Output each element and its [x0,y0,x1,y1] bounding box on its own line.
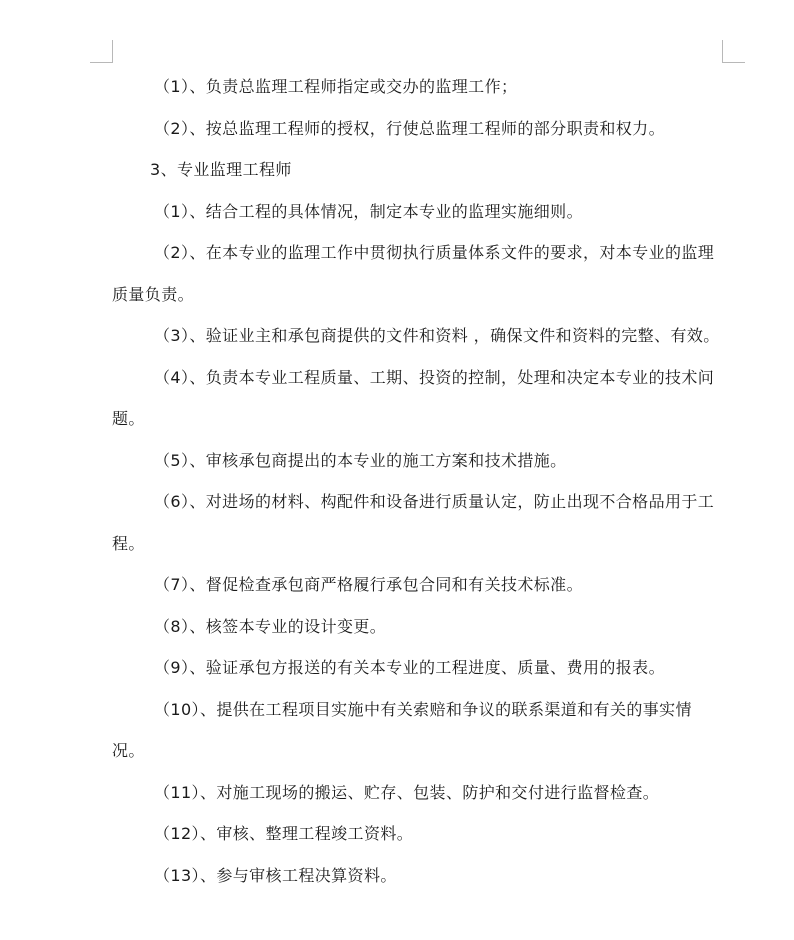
margin-corner-top-right [722,40,745,63]
paragraph: （5）、审核承包商提出的本专业的施工方案和技术措施。 [154,450,567,470]
document-body[interactable] [112,66,724,896]
paragraph: （1）、结合工程的具体情况，制定本专业的监理实施细则。 [154,201,583,221]
paragraph: （7）、督促检查承包商严格履行承包合同和有关技术标准。 [154,575,583,594]
paragraph: （10）、提供在工程项目实施中有关索赔和争议的联系渠道和有关的事实情况。 [112,699,692,760]
margin-corner-top-left [90,40,113,63]
paragraph: （12）、审核、整理工程竣工资料。 [154,824,414,843]
paragraph: （2）、按总监理工程师的授权，行使总监理工程师的部分职责和权力。 [154,118,665,138]
paragraph: （3）、验证业主和承包商提供的文件和资料 ，确保文件和资料的完整、有效。 [154,326,720,345]
paragraph: （6）、对进场的材料、构配件和设备进行质量认定，防止出现不合格品用于工程。 [112,492,715,553]
paragraph: （13）、参与审核工程决算资料。 [154,865,397,885]
paragraph: （4）、负责本专业工程质量、工期、投资的控制，处理和决定本专业的技术问题。 [112,367,715,428]
paragraph: （1）、负责总监理工程师指定或交办的监理工作； [154,77,518,96]
paragraph: （8）、核签本专业的设计变更。 [154,616,387,636]
section-heading: 3、专业监理工程师 [150,160,292,179]
paragraph: （2）、在本专业的监理工作中贯彻执行质量体系文件的要求，对本专业的监理质量负责。 [112,243,715,304]
paragraph: （9）、验证承包方报送的有关本专业的工程进度、质量、费用的报表。 [154,658,665,677]
paragraph: （11）、对施工现场的搬运、贮存、包装、防护和交付进行监督检查。 [154,782,660,802]
